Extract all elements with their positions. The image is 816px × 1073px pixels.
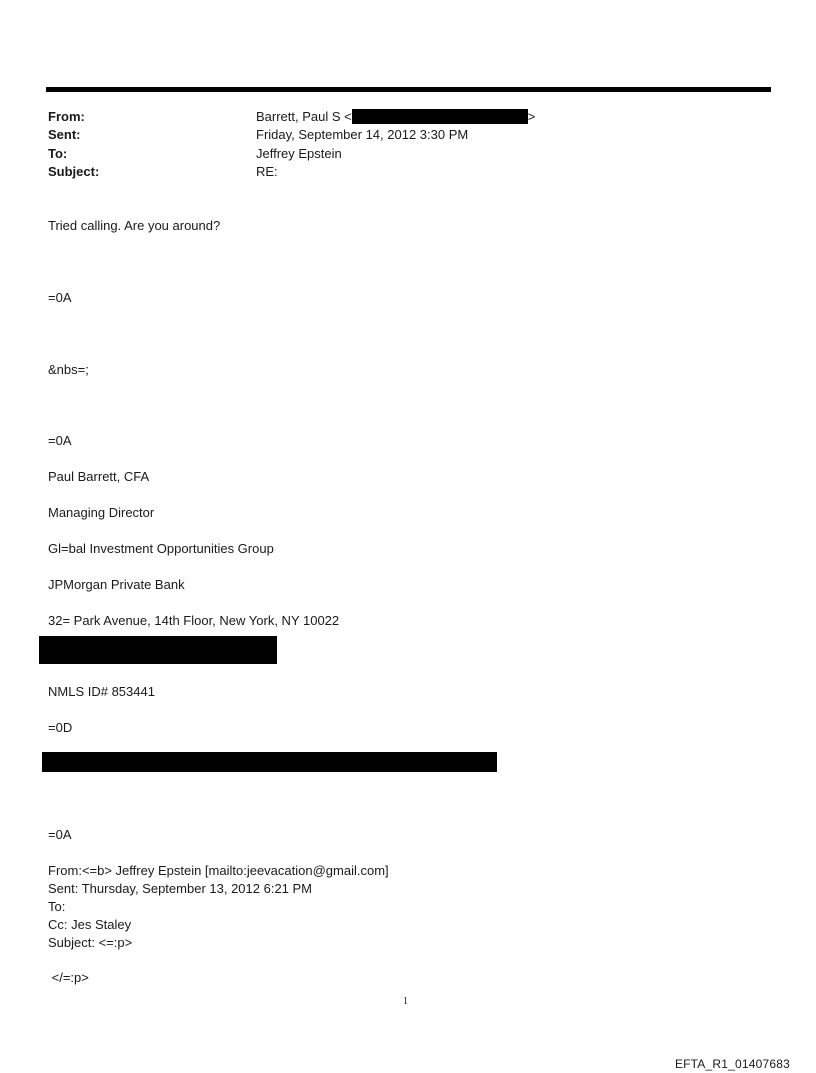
signature-name: Paul Barrett, CFA	[48, 469, 150, 484]
from-value-prefix: Barrett, Paul S <	[256, 109, 352, 124]
redaction-block	[39, 636, 277, 664]
quoted-cc-line: Cc: Jes Staley	[48, 917, 132, 932]
encoding-artifact: =0A	[48, 290, 72, 305]
document-id: EFTA_R1_01407683	[674, 1057, 790, 1071]
sent-value: Friday, September 14, 2012 3:30 PM	[256, 127, 469, 142]
to-value: Jeffrey Epstein	[256, 146, 342, 161]
sent-label: Sent:	[48, 127, 81, 142]
signature-nmls: NMLS ID# 853441	[48, 684, 155, 699]
encoding-artifact: &nbs=;	[48, 362, 89, 377]
subject-value: RE:	[256, 164, 278, 179]
to-label: To:	[48, 146, 68, 161]
header-rule	[46, 87, 771, 92]
quoted-to-line: To:	[48, 899, 66, 914]
encoding-artifact: =0A	[48, 827, 72, 842]
redaction-from-email	[352, 109, 528, 124]
from-value-suffix: >	[527, 109, 536, 124]
signature-title: Managing Director	[48, 505, 155, 520]
quoted-subject-line: Subject: <=:p>	[48, 935, 133, 950]
redaction-block	[42, 752, 497, 772]
encoding-artifact: =0D	[48, 720, 73, 735]
signature-address: 32= Park Avenue, 14th Floor, New York, NY 10022	[48, 613, 340, 628]
quoted-sent-line: Sent: Thursday, September 13, 2012 6:21 PM	[48, 881, 313, 896]
page-number: 1	[403, 996, 408, 1007]
message-text: Tried calling. Are you around?	[48, 218, 221, 233]
signature-group: Gl=bal Investment Opportunities Group	[48, 541, 274, 556]
subject-label: Subject:	[48, 164, 100, 179]
signature-company: JPMorgan Private Bank	[48, 577, 185, 592]
encoding-artifact: =0A	[48, 433, 72, 448]
from-label: From:	[48, 109, 85, 124]
quoted-trailer: </=:p>	[48, 970, 89, 985]
quoted-from-line: From:<=b> Jeffrey Epstein [mailto:jeevacation@gmail.com]	[48, 863, 389, 878]
from-value	[256, 108, 535, 125]
